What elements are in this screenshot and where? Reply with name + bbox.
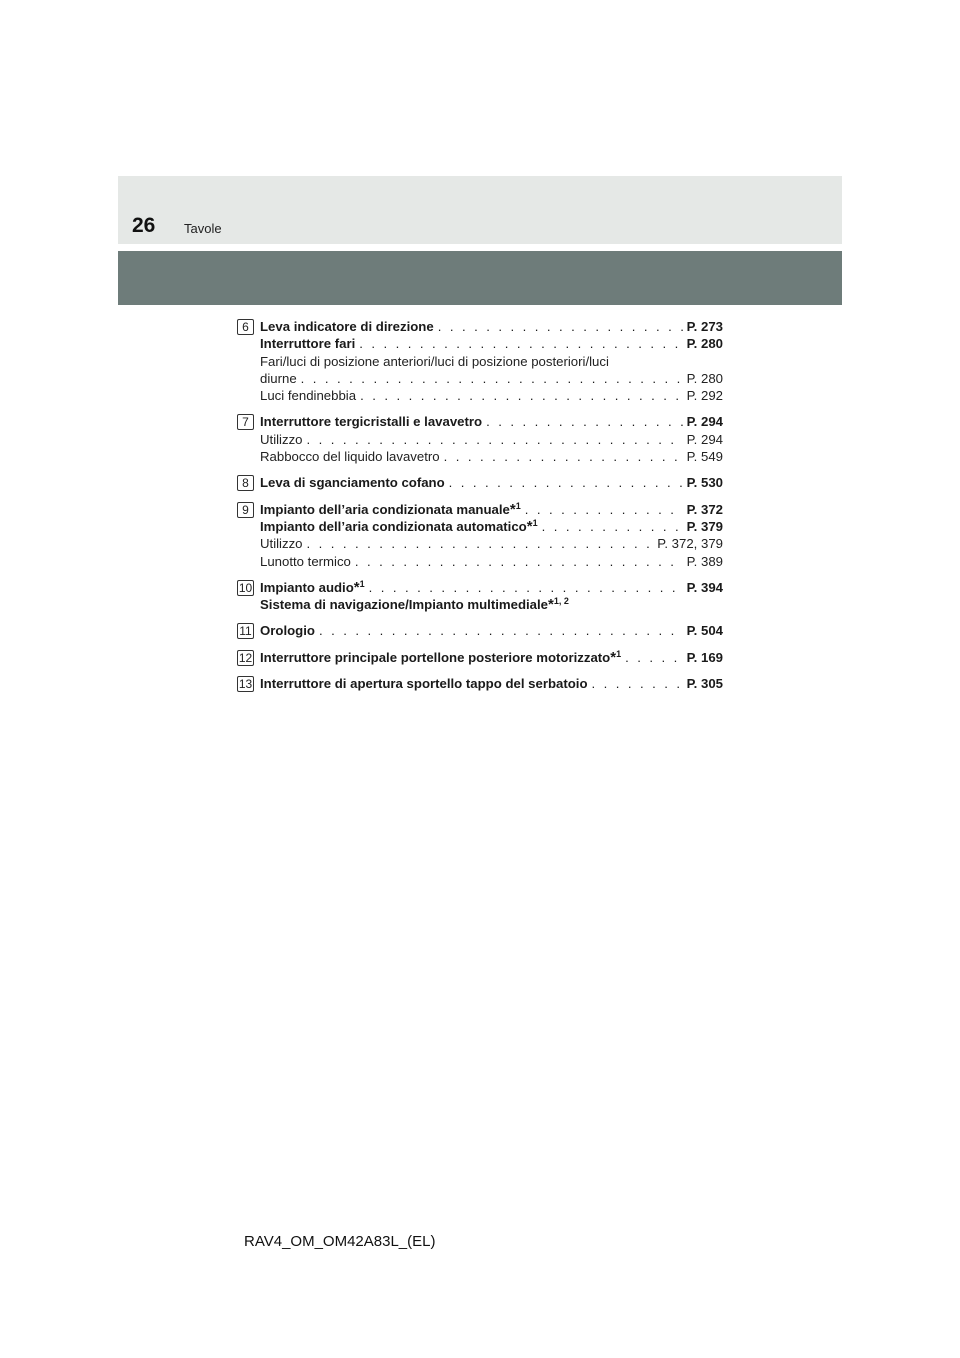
entry-label: Interruttore fari — [260, 336, 356, 352]
page-ref: P. 169 — [686, 649, 723, 665]
toc-entry[interactable] — [260, 335, 723, 352]
entry-label — [260, 596, 569, 613]
dot-leader — [319, 622, 683, 639]
item-number-badge: 11 — [237, 623, 254, 639]
item-number-badge: 10 — [238, 580, 253, 595]
dot-leader — [369, 579, 683, 596]
page-ref: P. 294 — [686, 414, 723, 430]
footnote-star: * — [548, 596, 554, 614]
page-ref: P. 292 — [686, 388, 723, 404]
item-number-badge: 13 — [238, 677, 253, 692]
toc-group-10 — [237, 579, 723, 614]
item-number-badge: 9 — [237, 502, 254, 518]
entry-label-text: Impianto dell’aria condizionata automatico — [260, 518, 527, 534]
entry-label: Leva indicatore di direzione — [260, 319, 434, 334]
entry-label-text: Impianto dell’aria condizionata manuale — [260, 501, 510, 517]
footnote-ref: 1 — [616, 648, 622, 659]
toc-group-9 — [237, 501, 723, 570]
toc-entry[interactable] — [260, 370, 723, 387]
page-ref: P. 280 — [686, 370, 723, 386]
toc-entry[interactable] — [260, 318, 723, 335]
footnote-star: * — [610, 648, 617, 666]
dot-leader — [307, 431, 683, 448]
page-ref: P. 273 — [686, 319, 723, 334]
item-number-badge: 6 — [237, 319, 254, 335]
footnote-ref: 1 — [532, 517, 538, 528]
toc-group-6 — [237, 318, 723, 404]
header-band — [118, 176, 842, 244]
dot-leader — [444, 448, 683, 465]
entry-label: Utilizzo — [260, 536, 303, 552]
page-ref: P. 549 — [686, 449, 723, 465]
toc-entry[interactable] — [260, 431, 723, 448]
footnote-star: * — [509, 500, 516, 518]
dot-leader — [301, 370, 683, 387]
entry-label: Utilizzo — [260, 431, 303, 447]
section-title: Tavole — [184, 221, 222, 236]
entry-label-text: Interruttore principale portellone posteriore motorizzato — [260, 649, 611, 665]
dot-leader — [449, 474, 683, 491]
entry-label: Orologio — [260, 623, 315, 639]
page-ref: P. 305 — [686, 676, 723, 692]
entry-label — [260, 501, 521, 518]
footnote-ref: 1 — [515, 500, 521, 511]
toc-entry[interactable] — [260, 649, 723, 666]
entry-label: Luci fendinebbia — [260, 388, 357, 404]
dot-leader — [592, 675, 683, 692]
toc-entry[interactable] — [260, 413, 723, 430]
dot-leader — [438, 318, 683, 335]
dot-leader — [307, 535, 654, 552]
page-ref: P. 504 — [686, 623, 723, 639]
dot-leader — [360, 387, 683, 404]
item-number-badge: 8 — [237, 475, 254, 491]
toc-group-7 — [237, 413, 723, 465]
toc-entry[interactable] — [260, 501, 723, 518]
toc-entry[interactable] — [260, 675, 723, 692]
item-number-badge: 12 — [238, 650, 253, 665]
entry-label — [260, 518, 538, 535]
header-bar — [118, 251, 842, 305]
dot-leader — [355, 553, 683, 570]
footnote-ref: 1 — [359, 578, 365, 589]
page-number: 26 — [132, 214, 156, 237]
page-ref: P. 389 — [686, 553, 723, 569]
entry-label-text: Impianto audio — [260, 579, 354, 595]
item-number-badge: 7 — [237, 414, 254, 430]
footnote-star: * — [526, 517, 533, 535]
toc-entry[interactable] — [260, 579, 723, 596]
toc-entry[interactable] — [260, 596, 723, 613]
document-code: RAV4_OM_OM42A83L_(EL) — [244, 1233, 436, 1250]
page-ref: P. 372, 379 — [657, 536, 723, 552]
dot-leader — [486, 413, 682, 430]
toc-entry[interactable] — [260, 474, 723, 491]
dot-leader — [359, 335, 682, 352]
footnote-star: * — [353, 578, 360, 596]
entry-label: diurne — [260, 370, 297, 386]
dot-leader — [542, 518, 683, 535]
entry-label: Lunotto termico — [260, 553, 351, 569]
table-of-contents — [237, 318, 723, 701]
page-ref: P. 379 — [686, 518, 723, 534]
footnote-ref: 1, 2 — [553, 596, 569, 607]
toc-entry[interactable] — [260, 387, 723, 404]
dot-leader — [625, 649, 682, 666]
toc-entry[interactable] — [260, 553, 723, 570]
toc-entry[interactable] — [260, 448, 723, 465]
entry-label — [260, 649, 621, 666]
toc-group-13 — [237, 675, 723, 692]
entry-label — [260, 579, 365, 596]
dot-leader — [525, 501, 683, 518]
entry-label: Interruttore tergicristalli e lavavetro — [260, 414, 483, 430]
page-ref: P. 372 — [686, 501, 723, 517]
toc-group-12 — [237, 649, 723, 666]
toc-group-11 — [237, 622, 723, 639]
page-ref: P. 294 — [686, 431, 723, 447]
entry-label-line: Fari/luci di posizione anteriori/luci di posizione posteriori/luci — [260, 353, 609, 369]
page-ref: P. 394 — [686, 579, 723, 595]
entry-label: Leva di sganciamento cofano — [260, 475, 445, 491]
toc-entry[interactable] — [260, 535, 723, 552]
toc-entry[interactable] — [260, 518, 723, 535]
page-ref: P. 530 — [686, 475, 723, 491]
entry-label: Interruttore di apertura sportello tappo del serbatoio — [260, 676, 588, 692]
entry-label: Rabbocco del liquido lavavetro — [260, 449, 440, 465]
entry-label-text: Sistema di navigazione/Impianto multimediale — [260, 597, 548, 613]
page-ref: P. 280 — [686, 336, 723, 352]
toc-group-8 — [237, 474, 723, 491]
toc-entry[interactable] — [260, 622, 723, 639]
